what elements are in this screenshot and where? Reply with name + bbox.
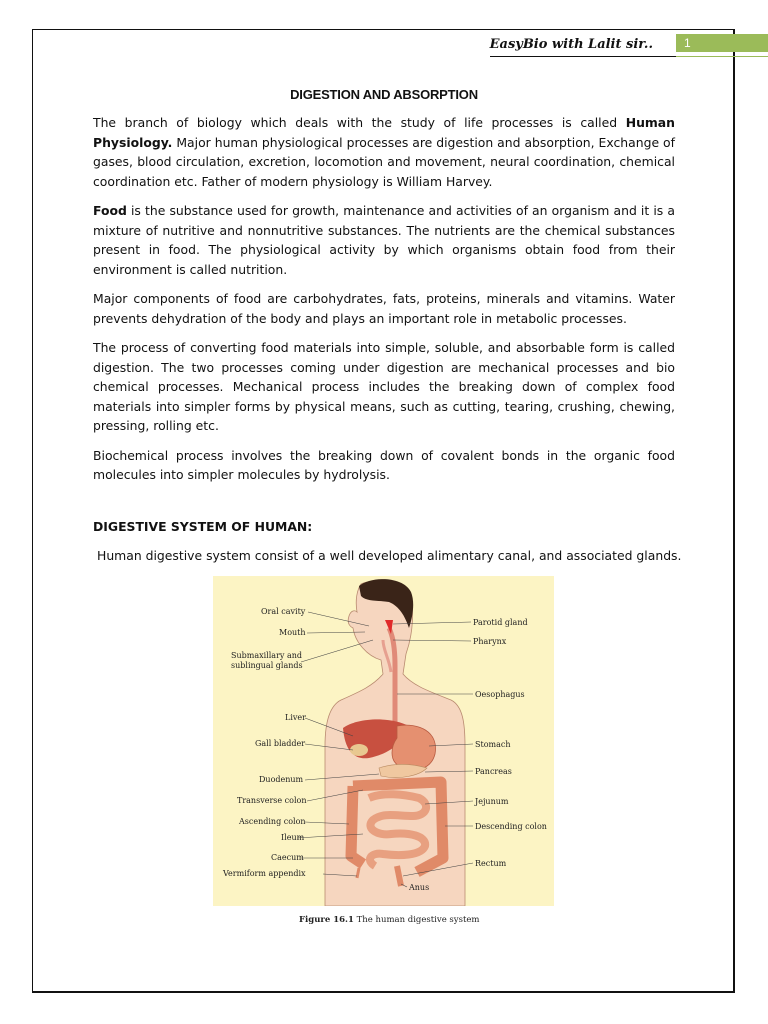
label-duodenum: Duodenum bbox=[259, 775, 304, 784]
figure-caption: Figure 16.1 The human digestive system bbox=[299, 915, 480, 925]
label-mouth: Mouth bbox=[279, 628, 306, 637]
header-rule bbox=[490, 56, 676, 57]
paragraph-food-components: Major components of food are carbohydrates, fats, proteins, minerals and vitamins. Water prevents dehydration of the body and plays an important role in metabolic processes. bbox=[93, 291, 675, 326]
paragraph-food: Food is the substance used for growth, maintenance and activities of an organism and it is a mixture of nutritive and nonnutritive substances. The nutrients are the chemical substances present in food. The physiological activity by which organisms obtain food from their environment is called nutrition. bbox=[93, 203, 675, 277]
label-rectum: Rectum bbox=[475, 859, 507, 868]
page-number-badge: 1 bbox=[676, 34, 768, 52]
section-heading: DIGESTIVE SYSTEM OF HUMAN: bbox=[93, 519, 313, 534]
digestive-system-illustration bbox=[213, 576, 554, 906]
label-parotid-gland: Parotid gland bbox=[473, 618, 528, 627]
label-gall-bladder: Gall bladder bbox=[255, 739, 306, 748]
badge-rule bbox=[676, 56, 768, 57]
label-stomach: Stomach bbox=[475, 740, 511, 749]
label-anus: Anus bbox=[409, 883, 430, 892]
label-glands-line1: Submaxillary and bbox=[231, 651, 302, 660]
rectum-shape bbox=[397, 866, 401, 886]
label-liver: Liver bbox=[285, 713, 306, 722]
appendix-shape bbox=[357, 868, 359, 878]
paragraph-biochemical: Biochemical process involves the breaking down of covalent bonds in the organic food molecules into simpler molecules by hydrolysis. bbox=[93, 447, 675, 482]
label-oesophagus: Oesophagus bbox=[475, 690, 525, 699]
label-descending-colon: Descending colon bbox=[475, 822, 547, 831]
label-glands-line2: sublingual glands bbox=[231, 661, 303, 670]
paragraph-human-physiology: The branch of biology which deals with the study of life processes is called Human Physiology. Major human physiological processes are digestion and absorption, Exchange of gases, blood circulation, excretion, locomotion and movement, neural coordination, chemical coordination etc. Father of modern physiology is William Harvey. bbox=[93, 115, 675, 189]
paragraph-digestion: The process of converting food materials into simple, soluble, and absorbable form is called digestion. The two processes coming under digestion are mechanical processes and bio chemical processes. Mechanical process includes the breaking down of complex food materials into simpler forms by physical means, such as cutting, tearing, crushing, chewing, pressing, rolling etc. bbox=[93, 340, 675, 433]
label-vermiform-appendix: Vermiform appendix bbox=[223, 869, 306, 878]
header-title: EasyBio with Lalit sir.. bbox=[489, 37, 653, 52]
label-caecum: Caecum bbox=[271, 853, 304, 862]
label-jejunum: Jejunum bbox=[475, 797, 509, 806]
section-intro: Human digestive system consist of a well developed alimentary canal, and associated glands. bbox=[97, 548, 682, 563]
label-pharynx: Pharynx bbox=[473, 637, 507, 646]
label-transverse-colon: Transverse colon bbox=[237, 796, 307, 805]
document-body bbox=[93, 113, 675, 495]
label-pancreas: Pancreas bbox=[475, 767, 512, 776]
digestive-system-figure bbox=[213, 576, 554, 906]
label-oral-cavity: Oral cavity bbox=[261, 607, 306, 616]
label-ileum: Ileum bbox=[281, 833, 305, 842]
document-title: DIGESTION AND ABSORPTION bbox=[290, 87, 478, 102]
label-ascending-colon: Ascending colon bbox=[239, 817, 306, 826]
